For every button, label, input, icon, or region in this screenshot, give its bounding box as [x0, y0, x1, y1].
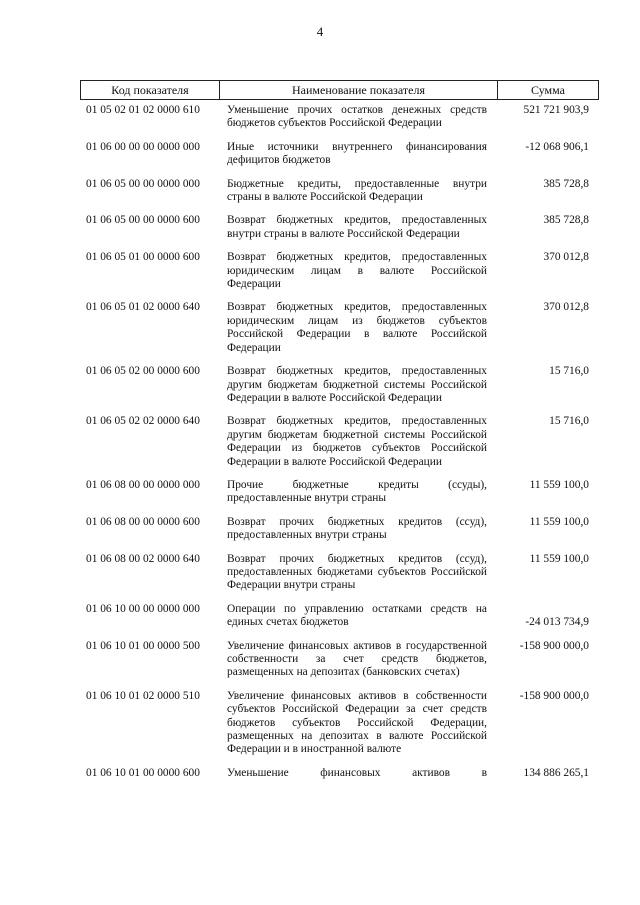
row-code: 01 06 05 02 00 0000 600: [86, 365, 200, 378]
header-code: Код показателя: [81, 81, 220, 99]
row-sum: 15 716,0: [549, 415, 589, 428]
table-row: [80, 214, 599, 241]
row-name: Увеличение финансовых активов в государственной собственности за счет средств бюджетов, размещенных на депозитах (банковских счетах): [227, 639, 487, 679]
table-row: [80, 178, 599, 205]
row-sum: 385 728,8: [543, 214, 589, 227]
table-row: [80, 479, 599, 506]
row-sum: -12 068 906,1: [525, 140, 589, 153]
table-row: [80, 640, 599, 680]
table-header: [80, 80, 599, 100]
table-row: [80, 553, 599, 593]
row-sum: 134 886 265,1: [523, 766, 589, 779]
table-row: [80, 767, 599, 780]
row-sum: 521 721 903,9: [523, 104, 589, 116]
row-name: Возврат бюджетных кредитов, предоставленных внутри страны в валюте Российской Федерации: [227, 214, 487, 240]
table-row: [80, 690, 599, 757]
row-code: 01 06 05 01 00 0000 600: [86, 251, 200, 264]
row-name: Возврат бюджетных кредитов, предоставленных другим бюджетам бюджетной системы Российской Федерации в валюте Российской Федерации: [227, 365, 487, 404]
row-sum: 11 559 100,0: [529, 515, 589, 528]
row-name: Увеличение финансовых активов в собственности субъектов Российской Федерации за счет средств бюджетов субъектов Российской Федерации, размещенных на депозитах в валюте Российской Федерации и в иностранной валюте: [227, 689, 487, 756]
row-name: Возврат прочих бюджетных кредитов (ссуд), предоставленных бюджетами субъектов Российской Федерации внутри страны: [227, 552, 487, 592]
row-sum: 15 716,0: [549, 365, 589, 378]
row-code: 01 06 08 00 00 0000 600: [86, 515, 200, 528]
table-row: [80, 301, 599, 355]
row-name: Уменьшение прочих остатков денежных средств бюджетов субъектов Российской Федерации: [227, 104, 487, 130]
row-code: 01 06 08 00 00 0000 000: [86, 478, 200, 491]
row-code: 01 06 10 00 00 0000 000: [86, 602, 200, 615]
table-row: [80, 104, 599, 131]
row-name: Операции по управлению остатками средств на единых счетах бюджетов: [227, 602, 487, 629]
row-sum: -158 900 000,0: [519, 689, 589, 702]
table-row: [80, 365, 599, 405]
table-row: [80, 603, 599, 630]
row-code: 01 06 00 00 00 0000 000: [86, 140, 200, 153]
row-sum: 370 012,8: [543, 251, 589, 264]
header-name: Наименование показателя: [220, 81, 498, 99]
row-sum: 385 728,8: [543, 177, 589, 190]
row-name: Уменьшение финансовых активов в: [227, 766, 487, 779]
row-code: 01 06 05 01 02 0000 640: [86, 301, 200, 314]
table-row: [80, 141, 599, 168]
row-sum: 11 559 100,0: [529, 552, 589, 565]
row-sum: 11 559 100,0: [529, 478, 589, 491]
row-sum: -158 900 000,0: [519, 639, 589, 652]
row-code: 01 06 08 00 02 0000 640: [86, 552, 200, 565]
row-name: Возврат бюджетных кредитов, предоставленных другим бюджетам бюджетной системы Российской Федерации из бюджетов субъектов Российской Федерации в валюте Российской Федерации: [227, 415, 487, 468]
table-row: [80, 415, 599, 469]
row-sum: 370 012,8: [543, 301, 589, 314]
row-sum: -24 013 734,9: [525, 616, 589, 629]
row-code: 01 05 02 01 02 0000 610: [86, 104, 200, 116]
table-row: [80, 516, 599, 543]
row-code: 01 06 05 00 00 0000 600: [86, 214, 200, 227]
row-name: Иные источники внутреннего финансирования дефицитов бюджетов: [227, 140, 487, 167]
indicators-table: [80, 80, 599, 780]
header-sum: Сумма: [531, 82, 565, 97]
table-row: [80, 251, 599, 291]
row-code: 01 06 10 01 00 0000 500: [86, 639, 200, 652]
row-name: Возврат бюджетных кредитов, предоставленных юридическим лицам из бюджетов субъектов Российской Федерации в валюте Российской Федерации: [227, 301, 487, 354]
row-name: Прочие бюджетные кредиты (ссуды), предоставленные внутри страны: [227, 478, 487, 505]
row-code: 01 06 10 01 00 0000 600: [86, 766, 200, 779]
row-name: Бюджетные кредиты, предоставленные внутри страны в валюте Российской Федерации: [227, 177, 487, 204]
row-name: Возврат прочих бюджетных кредитов (ссуд), предоставленных внутри страны: [227, 515, 487, 542]
row-code: 01 06 10 01 02 0000 510: [86, 689, 200, 702]
row-code: 01 06 05 02 02 0000 640: [86, 415, 200, 428]
row-name: Возврат бюджетных кредитов, предоставленных юридическим лицам в валюте Российской Федерации: [227, 251, 487, 291]
row-code: 01 06 05 00 00 0000 000: [86, 177, 200, 190]
page-number: 4: [316, 24, 324, 39]
